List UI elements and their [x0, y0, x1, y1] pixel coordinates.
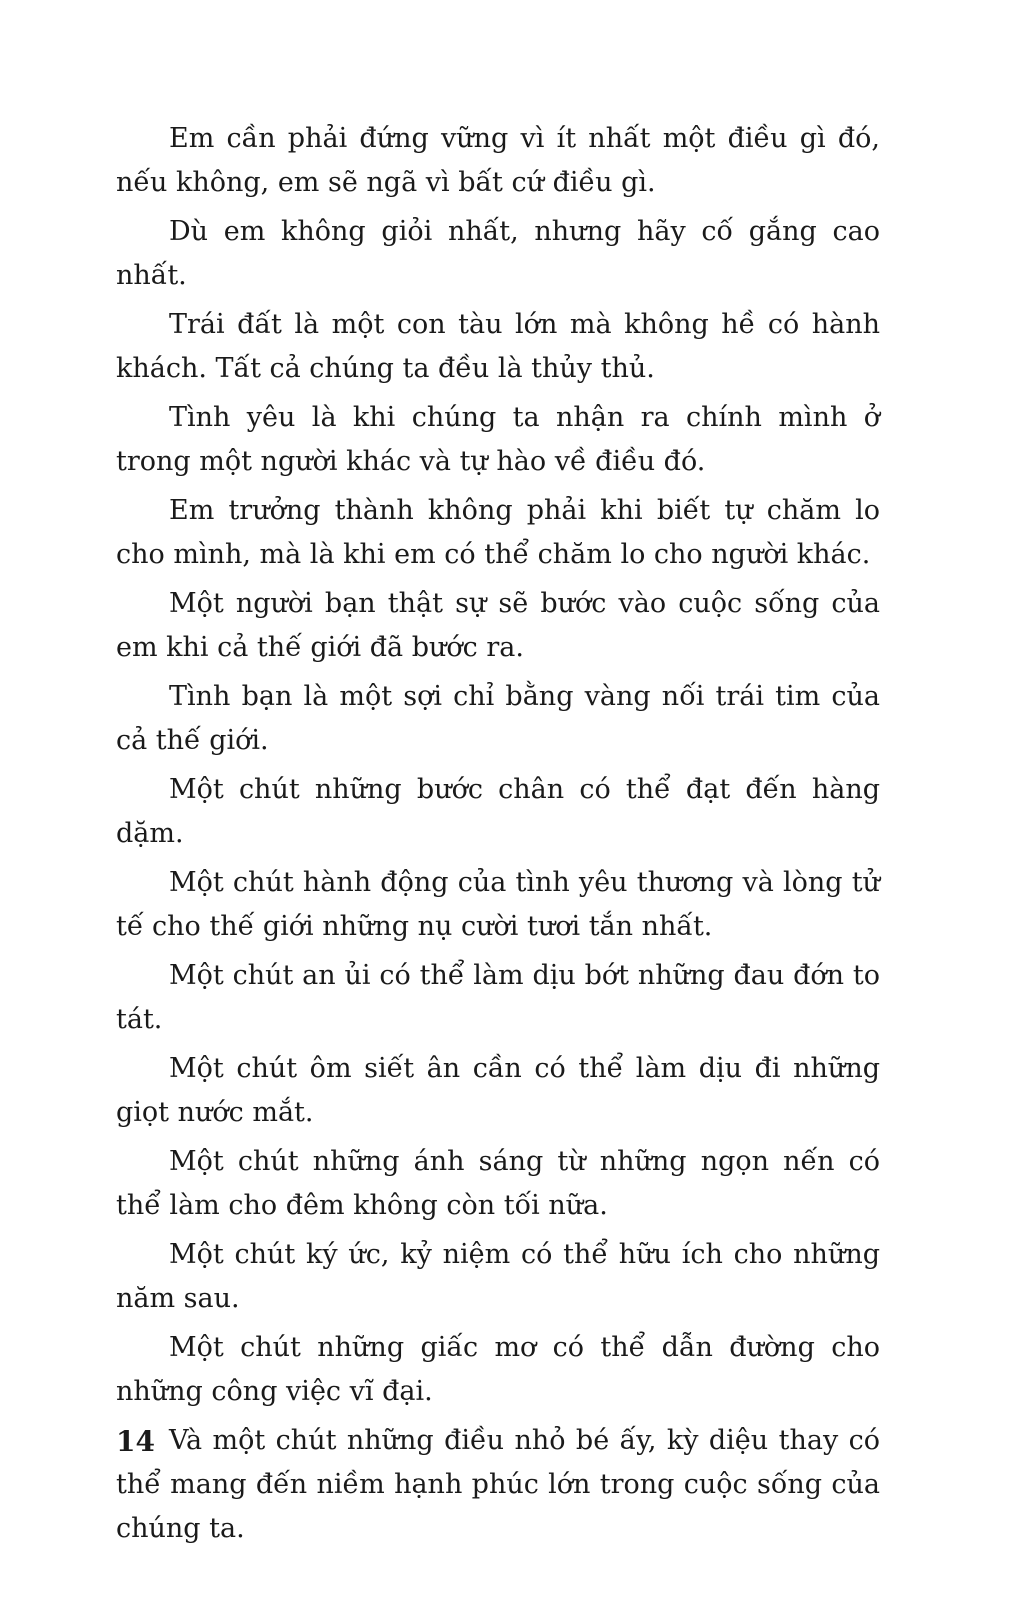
paragraph: Một chút những ánh sáng từ những ngọn nến có thể làm cho đêm không còn tối nữa.: [116, 1146, 880, 1221]
paragraph: Một chút an ủi có thể làm dịu bớt những đau đớn to tát.: [116, 960, 880, 1035]
paragraph: Em trưởng thành không phải khi biết tự chăm lo cho mình, mà là khi em có thể chăm lo cho người khác.: [116, 495, 880, 570]
page-body: [116, 117, 880, 1556]
paragraph: Một chút ôm siết ân cần có thể làm dịu đi những giọt nước mắt.: [116, 1053, 880, 1128]
paragraph: Một chút ký ức, kỷ niệm có thể hữu ích cho những năm sau.: [116, 1239, 880, 1314]
paragraph: Một chút những giấc mơ có thể dẫn đường cho những công việc vĩ đại.: [116, 1332, 880, 1407]
paragraph: Trái đất là một con tàu lớn mà không hề có hành khách. Tất cả chúng ta đều là thủy thủ.: [116, 309, 880, 384]
paragraph: Một chút những bước chân có thể đạt đến hàng dặm.: [116, 774, 880, 849]
paragraph: Em cần phải đứng vững vì ít nhất một điều gì đó, nếu không, em sẽ ngã vì bất cứ điều gì.: [116, 123, 880, 198]
paragraph: Một chút hành động của tình yêu thương và lòng tử tế cho thế giới những nụ cười tươi tắn nhất.: [116, 867, 880, 942]
paragraph: Một người bạn thật sự sẽ bước vào cuộc sống của em khi cả thế giới đã bước ra.: [116, 588, 880, 663]
paragraph: Tình bạn là một sợi chỉ bằng vàng nối trái tim của cả thế giới.: [116, 681, 880, 756]
paragraph: Và một chút những điều nhỏ bé ấy, kỳ diệu thay có thể mang đến niềm hạnh phúc lớn trong cuộc sống của chúng ta.: [116, 1425, 880, 1544]
paragraph: Dù em không giỏi nhất, nhưng hãy cố gắng cao nhất.: [116, 216, 880, 291]
paragraph: Tình yêu là khi chúng ta nhận ra chính mình ở trong một người khác và tự hào về điều đó.: [116, 402, 880, 477]
page-number: 14: [116, 1425, 155, 1458]
